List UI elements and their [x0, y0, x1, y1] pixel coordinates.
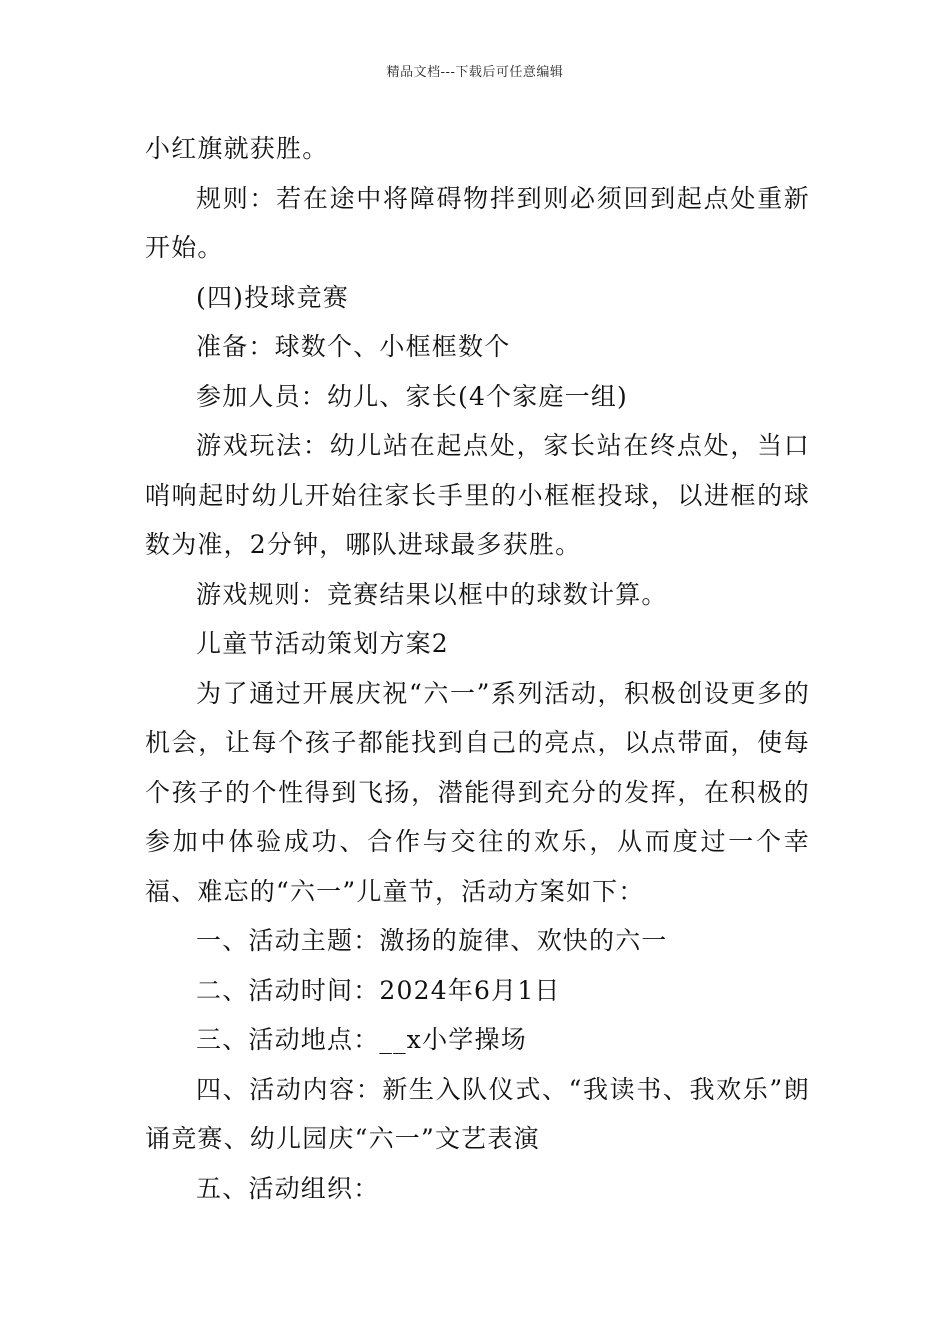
paragraph-intro: 为了通过开展庆祝“六一”系列活动，积极创设更多的机会，让每个孩子都能找到自己的亮点，以点带面，使每个孩子的个性得到飞扬，潜能得到充分的发挥，在积极的参加中体验成功、合作与交往的欢乐，从而度过一个幸福、难忘的“六一”儿童节，活动方案如下：: [145, 678, 810, 906]
paragraph-1: 小红旗就获胜。: [145, 134, 329, 163]
paragraph-gameplay: 游戏玩法：幼儿站在起点处，家长站在终点处，当口哨响起时幼儿开始往家长手里的小框框投球，以进框的球数为准，2分钟，哪队进球最多获胜。: [145, 431, 810, 559]
paragraph-time: 二、活动时间：2024年6月1日: [196, 975, 561, 1005]
paragraph-game-rules: 游戏规则：竞赛结果以框中的球数计算。: [196, 579, 668, 609]
paragraph-preparation: 准备：球数个、小框框数个: [196, 332, 511, 361]
section-heading-ball-throwing: (四)投球竞赛: [196, 282, 349, 312]
document-body: [145, 124, 810, 1213]
paragraph-participants: 参加人员：幼儿、家长(4个家庭一组): [196, 381, 629, 411]
paragraph-theme: 一、活动主题：激扬的旋律、欢快的六一: [196, 926, 668, 955]
paragraph-2: 规则：若在途中将障碍物拌到则必须回到起点处重新开始。: [145, 183, 810, 262]
page-header: 精品文档---下载后可任意编辑: [386, 65, 564, 80]
plan-title: 儿童节活动策划方案2: [196, 629, 449, 658]
paragraph-content: 四、活动内容：新生入队仪式、“我读书、我欢乐”朗诵竞赛、幼儿园庆“六一”文艺表演: [145, 1074, 810, 1153]
paragraph-location: 三、活动地点：__x小学操场: [196, 1025, 527, 1054]
paragraph-organization: 五、活动组织：: [196, 1173, 380, 1203]
